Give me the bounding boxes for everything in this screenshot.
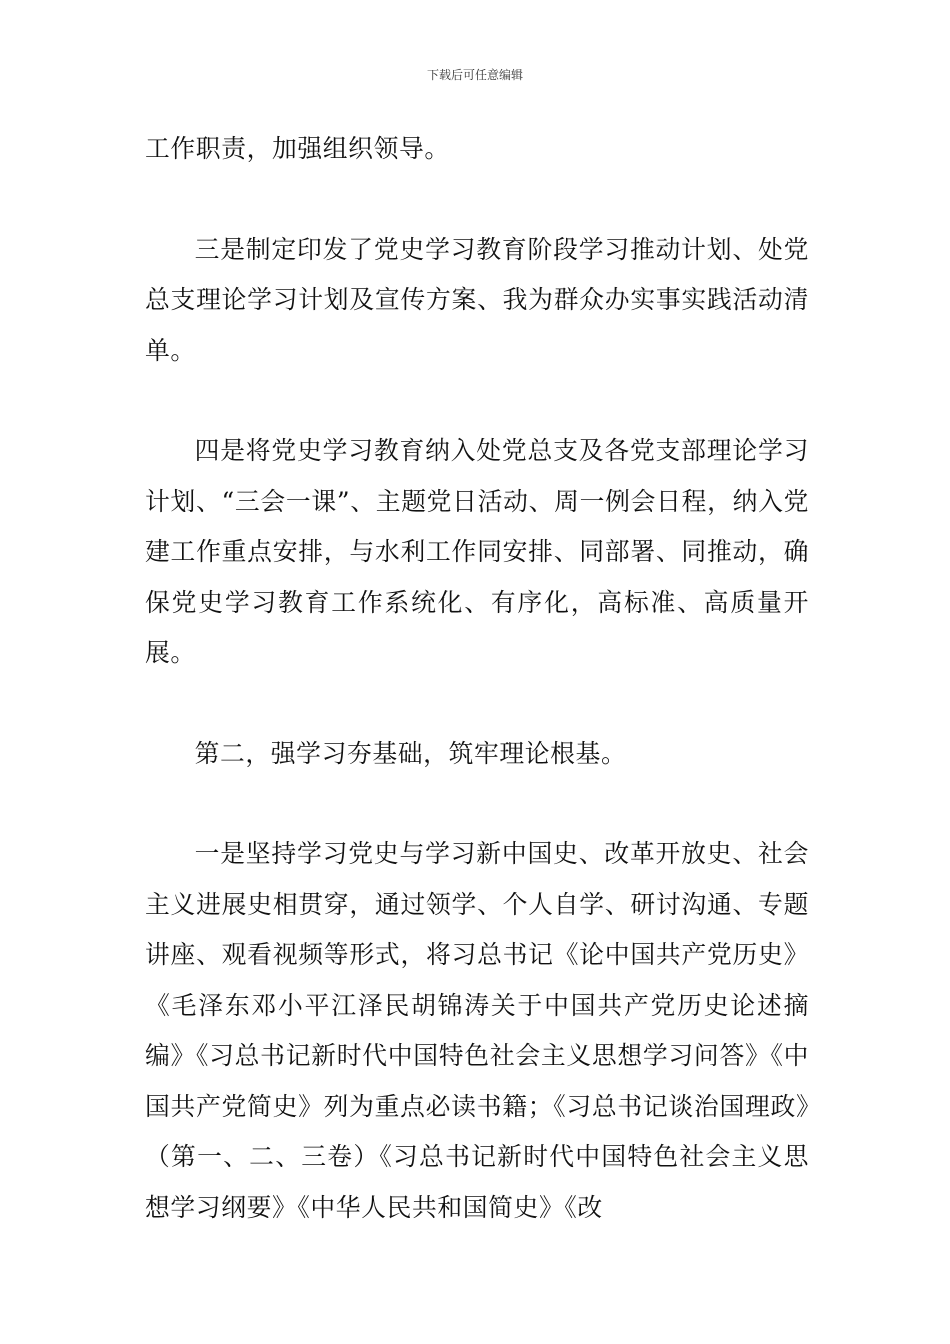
section-heading-second: 第二，强学习夯基础，筑牢理论根基。 [194,738,627,768]
page-header-note: 下载后可任意编辑 [426,68,523,82]
paragraph-gap [145,679,809,729]
paragraph-point-three: 三是制定印发了党史学习教育阶段学习推动计划、处党总支理论学习计划及宣传方案、我为群众办实事实践活动清单。 [145,234,809,365]
paragraph-point-four: 四是将党史学习教育纳入处党总支及各党支部理论学习计划、“三会一课”、主题党日活动、周一例会日程，纳入党建工作重点安排，与水利工作同安排、同部署、同推动，确保党史学习教育工作系统化、有序化，高标准、高质量开展。 [145,436,809,667]
document-body [145,124,809,1233]
paragraph-gap [145,376,809,426]
paragraph-point-one: 一是坚持学习党史与学习新中国史、改革开放史、社会主义进展史相贯穿，通过领学、个人自学、研讨沟通、专题讲座、观看视频等形式，将习总书记《论中国共产党历史》《毛泽东邓小平江泽民胡锦涛关于中国共产党历史论述摘编》《习总书记新时代中国特色社会主义思想学习问答》《中国共产党简史》列为重点必读书籍；《习总书记谈治国理政》（第一、二、三卷）《习总书记新时代中国特色社会主义思想学习纲要》《中华人民共和国简史》《改 [145,839,809,1222]
paragraph-gap [145,175,809,225]
paragraph-continuation: 工作职责，加强组织领导。 [145,134,450,163]
paragraph-gap [145,779,809,829]
